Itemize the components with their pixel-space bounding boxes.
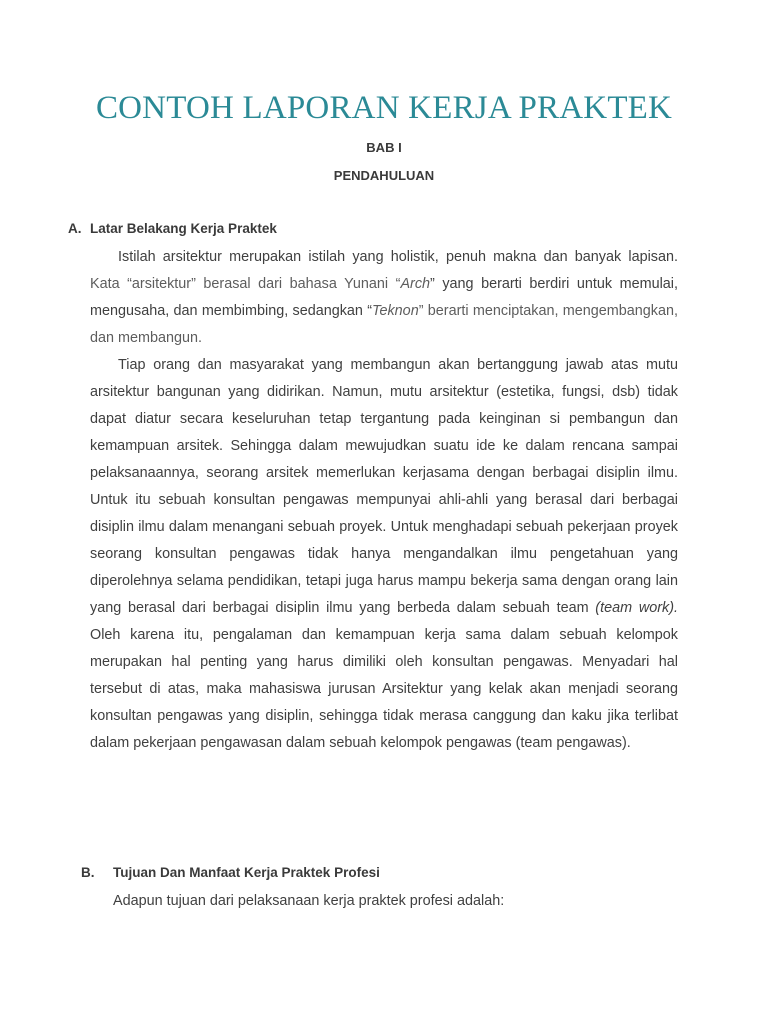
section-a-paragraph-1 [90,244,678,352]
paragraph-1-sentence-2-middle: ” yang berarti berdiri untuk memulai, mengusaha, dan membimbing, sedangkan “ [90,276,678,319]
section-b-title: Tujuan Dan Manfaat Kerja Praktek Profesi [113,865,380,880]
term-team-work: (team work). [595,600,678,616]
section-a-heading [68,221,277,236]
section-b-letter: B. [81,865,95,880]
document-title: CONTOH LAPORAN KERJA PRAKTEK [95,90,673,126]
section-b-paragraph-1: Adapun tujuan dari pelaksanaan kerja praktek profesi adalah: [113,893,505,909]
section-a-letter: A. [68,221,82,236]
term-arch: Arch [400,276,431,292]
paragraph-1-sentence-2-start: Kata “arsitektur” berasal dari bahasa Yunani “ [90,276,401,292]
paragraph-1-sentence-2-end: ” berarti menciptakan, mengembangkan, dan membangun. [90,303,678,346]
paragraph-2-text-end: Oleh karena itu, pengalaman dan kemampuan kerja sama dalam sebuah kelompok merupakan hal penting yang harus dimiliki oleh konsultan pengawas. Menyadari hal tersebut di atas, maka mahasiswa jurusan Arsitektur yang kelak akan menjadi seorang konsultan pengawas yang disiplin, sehingga tidak merasa canggung dan kaku jika terlibat dalam pekerjaan pengawasan dalam sebuah kelompok pengawas (team pengawas). [90,627,678,751]
section-a-paragraph-2 [90,352,678,757]
paragraph-1-sentence-1: Istilah arsitektur merupakan istilah yang holistik, penuh makna dan banyak lapisan. [118,249,678,265]
section-a-title: Latar Belakang Kerja Praktek [90,221,277,236]
term-teknon: Teknon [372,303,419,319]
chapter-title: PENDAHULUAN [333,168,435,183]
paragraph-2-text-start: Tiap orang dan masyarakat yang membangun akan bertanggung jawab atas mutu arsitektur bangunan yang didirikan. Namun, mutu arsitektur (estetika, fungsi, dsb) tidak dapat diatur secara keseluruhan tetap tergantung pada keinginan si pembangun dan kemampuan arsitek. Sehingga dalam mewujudkan suatu ide ke dalam rencana sampai pelaksanaannya, seorang arsitek memerlukan kerjasama dengan berbagai disiplin ilmu. Untuk itu sebuah konsultan pengawas mempunyai ahli-ahli yang berasal dari berbagai disiplin ilmu dalam menangani sebuah proyek. Untuk menghadapi sebuah pekerjaan proyek seorang konsultan pengawas tidak hanya mengandalkan ilmu pengetahuan yang diperolehnya selama pendidikan, tetapi juga harus mampu bekerja sama dengan orang lain yang berasal dari berbagai disiplin ilmu yang berbeda dalam sebuah team [90,357,678,616]
section-b-heading [81,865,380,880]
chapter-label: BAB I [366,140,402,155]
